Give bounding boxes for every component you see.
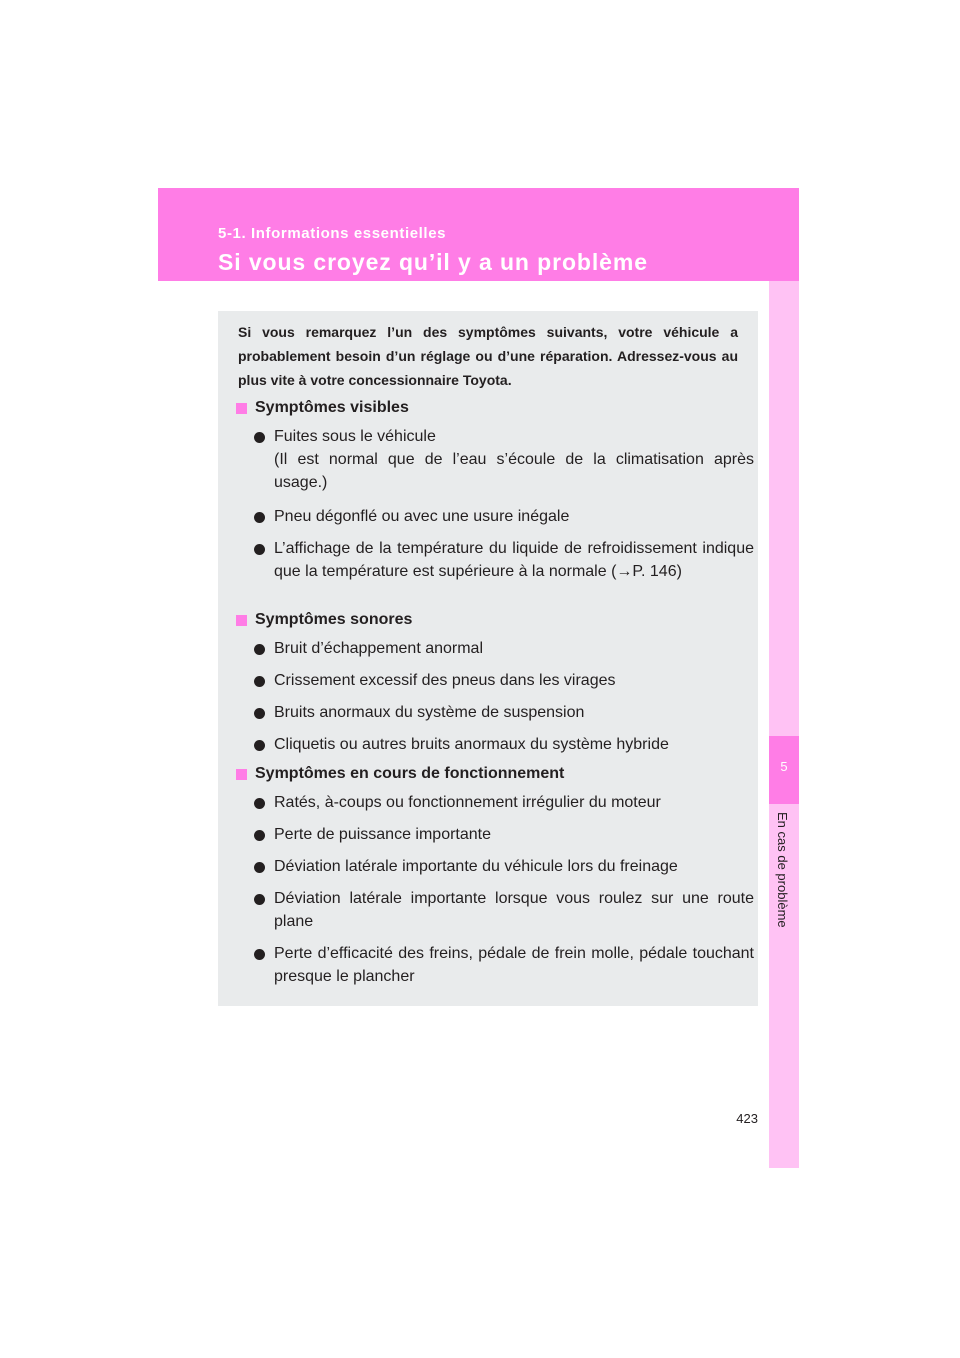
list-item bbox=[236, 791, 754, 814]
bullet-dot-icon bbox=[254, 644, 265, 655]
list-item-text: L’affichage de la température du liquide de refroidissement indique que la température est supérieure à la normale (→P. 146) bbox=[274, 540, 754, 580]
chapter-tab[interactable] bbox=[769, 736, 799, 804]
list-item bbox=[236, 855, 754, 878]
list-item-text: Bruits anormaux du système de suspension bbox=[274, 704, 585, 721]
header-band bbox=[158, 188, 799, 281]
list-item-text: Ratés, à-coups ou fonctionnement irrégulier du moteur bbox=[274, 794, 661, 811]
bullet-dot-icon bbox=[254, 862, 265, 873]
section-heading bbox=[236, 607, 754, 633]
bullet-dot-icon bbox=[254, 676, 265, 687]
list-item-text: Perte de puissance importante bbox=[274, 826, 492, 843]
bullet-dot-icon bbox=[254, 894, 265, 905]
section-sound-symptoms bbox=[236, 607, 754, 756]
chapter-number: 5 bbox=[780, 759, 788, 774]
square-bullet-icon bbox=[236, 769, 247, 780]
content-box bbox=[218, 311, 758, 1006]
list-item-text: Cliquetis ou autres bruits anormaux du système hybride bbox=[274, 736, 669, 753]
list-item-text: Perte d’efficacité des freins, pédale de frein molle, pédale touchant presque le plancher bbox=[274, 945, 754, 985]
list-item bbox=[236, 669, 754, 692]
list-item bbox=[236, 942, 754, 988]
list-item bbox=[236, 537, 754, 583]
bullet-dot-icon bbox=[254, 544, 265, 555]
bullet-dot-icon bbox=[254, 798, 265, 809]
list-item-text: Fuites sous le véhicule bbox=[274, 428, 436, 445]
bullet-dot-icon bbox=[254, 740, 265, 751]
list-item bbox=[236, 425, 754, 494]
bullet-dot-icon bbox=[254, 708, 265, 719]
list-item bbox=[236, 887, 754, 933]
list-item bbox=[236, 701, 754, 724]
intro-paragraph: Si vous remarquez l’un des symptômes suivants, votre véhicule a probablement besoin d’un réglage ou d’une réparation. Adressez-vous au plus vite à votre concessionnaire Toyota. bbox=[238, 324, 738, 388]
list-item bbox=[236, 823, 754, 846]
section-heading-label: Symptômes en cours de fonctionnement bbox=[255, 765, 565, 782]
list-item bbox=[236, 505, 754, 528]
square-bullet-icon bbox=[236, 615, 247, 626]
list-item bbox=[236, 733, 754, 756]
page-number: 423 bbox=[736, 1111, 758, 1126]
list-item-text: Crissement excessif des pneus dans les virages bbox=[274, 672, 616, 689]
list-item-text: Bruit d’échappement anormal bbox=[274, 640, 484, 657]
bullet-dot-icon bbox=[254, 949, 265, 960]
chapter-side-strip bbox=[769, 281, 799, 1168]
section-heading bbox=[236, 761, 754, 787]
list-item-text: Pneu dégonflé ou avec une usure inégale bbox=[274, 508, 570, 525]
list-item-text: Déviation latérale importante lorsque vous roulez sur une route plane bbox=[274, 890, 754, 930]
list-item-note: (Il est normal que de l’eau s’écoule de la climatisation après usage.) bbox=[274, 451, 754, 491]
bullet-dot-icon bbox=[254, 432, 265, 443]
bullet-dot-icon bbox=[254, 830, 265, 841]
list-item-text: Déviation latérale importante du véhicule lors du freinage bbox=[274, 858, 678, 875]
list-item bbox=[236, 637, 754, 660]
page-title: Si vous croyez qu’il y a un problème bbox=[218, 249, 648, 275]
section-label: 5-1. Informations essentielles bbox=[218, 225, 447, 242]
bullet-dot-icon bbox=[254, 512, 265, 523]
section-heading-label: Symptômes sonores bbox=[255, 611, 413, 628]
chapter-title: En cas de problème bbox=[775, 812, 790, 928]
section-heading-label: Symptômes visibles bbox=[255, 399, 409, 416]
section-heading bbox=[236, 395, 754, 421]
section-visible-symptoms bbox=[236, 395, 754, 583]
square-bullet-icon bbox=[236, 403, 247, 414]
section-operation-symptoms bbox=[236, 761, 754, 988]
